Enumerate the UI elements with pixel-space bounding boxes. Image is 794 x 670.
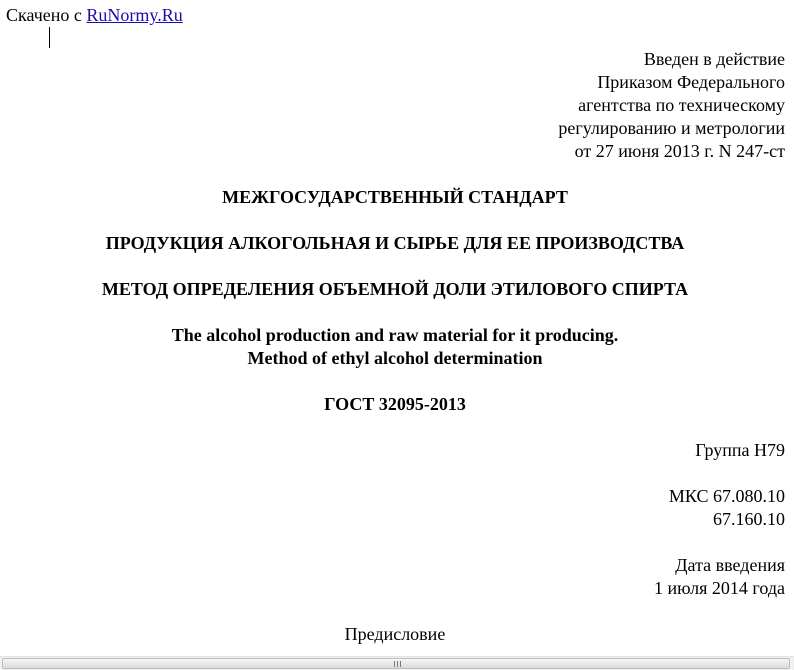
grip-icon (394, 661, 403, 667)
text-cursor (49, 27, 50, 48)
horizontal-scrollbar[interactable] (0, 656, 794, 670)
standard-type-heading: МЕЖГОСУДАРСТВЕННЫЙ СТАНДАРТ (222, 187, 568, 207)
mks-line-2: 67.160.10 (713, 509, 785, 529)
source-link[interactable]: RuNormy.Ru (86, 5, 183, 25)
preface-heading: Предисловие (344, 624, 446, 644)
effective-date-label: Дата введения (675, 555, 785, 575)
product-heading: ПРОДУКЦИЯ АЛКОГОЛЬНАЯ И СЫРЬЕ ДЛЯ ЕЕ ПРОИЗВОДСТВА (105, 233, 685, 253)
intro-line-5: от 27 июня 2013 г. N 247-ст (574, 141, 785, 161)
group-code: Группа Н79 (695, 440, 785, 460)
english-title-line-2: Method of ethyl alcohol determination (247, 348, 543, 368)
intro-line-1: Введен в действие (643, 49, 785, 69)
english-title-line-1: The alcohol production and raw material for it producing. (171, 325, 619, 345)
intro-line-2: Приказом Федерального (597, 72, 785, 92)
download-source (6, 4, 183, 27)
intro-line-4: регулированию и метрологии (558, 118, 785, 138)
method-heading: МЕТОД ОПРЕДЕЛЕНИЯ ОБЪЕМНОЙ ДОЛИ ЭТИЛОВОГО СПИРТА (101, 279, 689, 299)
intro-line-3: агентства по техническому (578, 95, 785, 115)
mks-line-1: МКС 67.080.10 (668, 486, 785, 506)
standard-code: ГОСТ 32095-2013 (324, 394, 466, 414)
download-prefix: Скачено с (6, 5, 87, 25)
effective-date-value: 1 июля 2014 года (654, 578, 785, 598)
scrollbar-thumb[interactable] (2, 658, 790, 669)
